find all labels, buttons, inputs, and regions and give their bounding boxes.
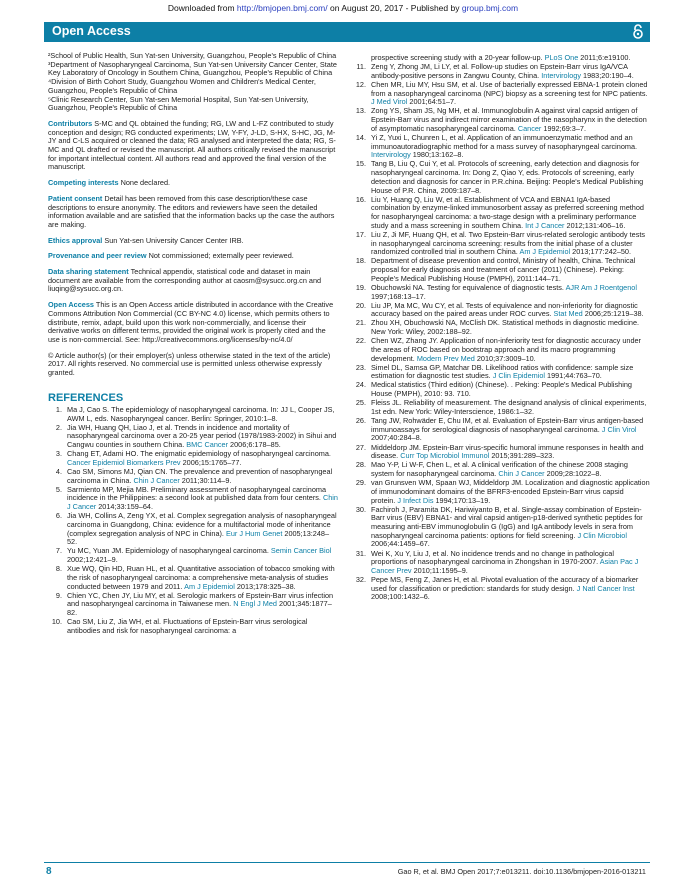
reference-list-left — [48, 406, 338, 636]
reference-text: Zeng Y, Zhong JM, Li LY, et al. Follow-up studies on Epstein-Barr virus IgA/VCA antibody-positive persons in Zangwu County, China. — [371, 62, 628, 80]
reference-item — [48, 468, 338, 485]
reference-item — [48, 592, 338, 618]
reference-item — [352, 319, 650, 336]
reference-number: 14. — [355, 132, 366, 142]
reference-number: 1. — [55, 404, 62, 414]
reference-item — [352, 302, 650, 319]
journal-link[interactable]: Intervirology — [371, 150, 411, 160]
reference-number: 30. — [355, 504, 366, 514]
journal-link[interactable]: J Clin Microbiol — [577, 530, 627, 540]
reference-number: 5. — [55, 484, 62, 494]
reference-text: Xue WQ, Qin HD, Ruan HL, et al. Quantitative association of tobacco smoking with the risk of nasopharyngeal carcinoma: a comprehensive meta-analysis of studies conducted between 1979 and 2011. — [67, 564, 335, 591]
section-text: S-MC and QL obtained the funding; RG, LW and L-FZ contributed to study conception and design; RG conducted experiments; LW, Y-FY, J-LD, S-HX, S-HC, JG, M-JY and C-LS acquired or cleaned the data; RG analysed and interpreted the data; RG, S-MC and QL drafted or revised the manuscript. All authors critically revised the manuscript for important intellectual content. All authors read and approved the final version of the manuscript. — [48, 118, 336, 172]
reference-item — [352, 479, 650, 505]
reference-number: 25. — [355, 398, 366, 408]
journal-link[interactable]: J Med Virol — [371, 97, 408, 107]
page-number: 8 — [46, 866, 52, 877]
reference-citation: 2015;391:289–323. — [489, 451, 555, 461]
declaration-section — [48, 268, 338, 294]
reference-item — [48, 618, 338, 635]
reference-text: Ma J, Cao S. The epidemiology of nasopharyngeal carcinoma. In: JJ L, Cooper JS, AWM L, eds. Nasopharyngeal cancer. Berlin: Springer, 2010:1–8. — [67, 404, 335, 423]
reference-text: Yu MC, Yuan JM. Epidemiology of nasopharyngeal carcinoma. — [67, 546, 271, 556]
declaration-section — [48, 179, 338, 188]
publisher-site-link[interactable]: group.bmj.com — [461, 3, 519, 13]
journal-link[interactable]: J Clin Virol — [601, 424, 637, 434]
reference-item — [352, 417, 650, 443]
reference-citation: 2001;345:1877–82. — [67, 599, 332, 618]
reference-citation: 2012;131:406–16. — [564, 220, 626, 230]
section-text: Technical appendix, statistical code and dataset in main document are available from the corresponding author at caosm@sysucc.org.cn and liuqing@sysucc.org.cn. — [48, 267, 322, 294]
reference-text: prospective screening study with a 20-year follow-up. — [371, 53, 545, 62]
journal-link[interactable]: Am J Epidemiol — [184, 581, 235, 591]
reference-item — [48, 486, 338, 512]
reference-number: 26. — [355, 416, 366, 426]
reference-citation: 2013;177:242–50. — [570, 247, 632, 257]
reference-text: Chen WZ, Zhang JY. Application of non-inferiority test for diagnostic accuracy under the areas of ROC based on bootstrap approach and its macro programming development. — [371, 336, 641, 363]
reference-text: Liu Z, Ji MF, Huang QH, et al. Two Epstein-Barr virus-related serologic antibody tests in nasopharyngeal carcinoma screening: results from the initial phase of a cluster randomized controlled trial in southern China. — [371, 229, 646, 257]
reference-number: 19. — [355, 282, 366, 292]
reference-citation: 1994;170:13–19. — [433, 495, 491, 505]
reference-citation: 2001;64:51–7. — [407, 97, 457, 107]
reference-item — [352, 63, 650, 80]
reference-number: 8. — [55, 564, 62, 574]
reference-text: Pepe MS, Feng Z, Janes H, et al. Pivotal evaluation of the accuracy of a biomarker used for classification or prediction: standards for study design. — [371, 575, 639, 593]
reference-text: Tang JW, Rohwäder E, Chu IM, et al. Evaluation of Epstein-Barr virus antigen-based immunoassays for serological diagnosis of nasopharyngeal carcinoma. — [371, 416, 644, 434]
reference-number: 27. — [355, 442, 366, 452]
left-column — [48, 52, 338, 636]
reference-item — [352, 81, 650, 107]
reference-number: 21. — [355, 318, 366, 328]
journal-link[interactable]: Chin J Cancer — [133, 475, 180, 485]
reference-citation: 2013;178:325–38. — [234, 581, 296, 591]
section-text: Sun Yat-sen University Cancer Center IRB. — [104, 235, 244, 245]
journal-link[interactable]: Curr Top Microbiol Immunol — [400, 451, 490, 461]
journal-link[interactable]: J Infect Dis — [397, 495, 434, 505]
reference-item — [352, 364, 650, 381]
reference-citation: 2006;15:1765–77. — [180, 457, 242, 467]
reference-text: Chang ET, Adami HO. The enigmatic epidemiology of nasopharyngeal carcinoma. — [67, 449, 331, 459]
journal-link[interactable]: Intervirology — [541, 70, 581, 80]
section-heading: Data sharing statement — [48, 267, 129, 277]
download-prefix: Downloaded from — [167, 3, 237, 13]
reference-text: Jia WH, Collins A, Zeng YX, et al. Complex segregation analysis of nasopharyngeal carcinoma in Guangdong, China: evidence for a multifactorial mode of inheritance (complex segregation analysis of NPC in China). — [67, 511, 337, 538]
reference-item — [352, 160, 650, 195]
reference-number: 32. — [355, 575, 366, 585]
reference-text: Middeldorp JM. Epstein-Barr virus-specific humoral immune responses in health and disease. — [371, 442, 644, 461]
journal-link[interactable]: Chin J Cancer — [67, 493, 338, 512]
reference-text: Wei K, Xu Y, Liu J, et al. No incidence trends and no change in pathological proportions of nasopharyngeal carcinoma in Zhongshan in 1970-2007. — [371, 548, 614, 567]
journal-link[interactable]: Stat Med — [553, 309, 583, 319]
reference-text: Liu JP, Ma MC, Wu CY, et al. Tests of equivalence and non-inferiority for diagnostic accuracy based on the paired areas under ROC curves. — [371, 300, 638, 319]
journal-link[interactable]: J Clin Epidemiol — [492, 371, 546, 381]
download-mid: on August 20, 2017 - Published by — [327, 3, 462, 13]
section-heading: Ethics approval — [48, 235, 103, 245]
reference-item — [352, 257, 650, 283]
reference-citation: 2002;12:421–9. — [67, 555, 118, 565]
declarations — [48, 120, 338, 378]
reference-item — [48, 424, 338, 450]
reference-item — [352, 231, 650, 257]
reference-citation: 2011;30:114–9. — [179, 475, 232, 485]
reference-citation: 1983;20:190–4. — [580, 70, 634, 80]
reference-citation: 2014;33:159–64. — [96, 502, 154, 512]
reference-text: Cao SM, Liu Z, Jia WH, et al. Fluctuations of Epstein-Barr virus serological antibodies and risk for nasopharyngeal carcinoma: a — [67, 617, 308, 635]
reference-number: 9. — [55, 590, 62, 600]
reference-number: 18. — [355, 256, 366, 266]
reference-item — [48, 512, 338, 547]
section-heading: Open Access — [48, 300, 94, 310]
reference-text: Mao Y-P, Li W-F, Chen L, et al. A clinical verification of the chinese 2008 staging system for nasopharyngeal carcinoma. — [371, 460, 628, 479]
section-heading: Contributors — [48, 118, 93, 128]
reference-number: 3. — [55, 449, 62, 459]
journal-link[interactable]: Cancer Epidemiol Biomarkers Prev — [67, 457, 181, 467]
reference-number: 28. — [355, 460, 366, 470]
reference-text: Liu Y, Huang Q, Liu W, et al. Establishment of VCA and EBNA1 IgA-based combination by enzyme-linked immunosorbent assay as preferred screening method for nasopharyngeal carcinoma: a two-stage design with a preliminary performance study and a mass screening in southern China. — [371, 194, 644, 230]
reference-item — [352, 461, 650, 478]
section-text: © Article author(s) (or their employer(s) unless otherwise stated in the text of the article) 2017. All rights reserved. No commercial use is permitted unless otherwise expressly granted. — [48, 350, 331, 378]
reference-item — [48, 450, 338, 467]
reference-text: Obuchowski NA. Testing for equivalence of diagnostic tests. — [371, 282, 566, 292]
reference-item — [352, 107, 650, 133]
reference-citation: 2006;6:178–85. — [228, 440, 281, 449]
journal-link[interactable]: Cancer — [517, 123, 542, 133]
reference-text: Jia WH, Huang QH, Liao J, et al. Trends in incidence and mortality of nasopharyngeal carcinoma over a 20-25 year period (1978/1983-2002) in Sihui and Cangwu counties in southern China. — [67, 422, 337, 449]
reference-citation: 2007;40:284–8. — [371, 433, 422, 443]
open-access-lock-icon — [632, 24, 644, 39]
reference-citation: 2010;37:3009–10. — [474, 353, 536, 363]
declaration-section — [48, 252, 338, 261]
reference-citation: 1997;168:13–17. — [371, 291, 426, 301]
journal-link[interactable]: N Engl J Med — [233, 599, 277, 609]
reference-text: Zong YS, Sham JS, Ng MH, et al. Immunoglobulin A against viral capsid antigen of Epstein-Barr virus and indirect mirror examination of the nasopharynx in the detection of asymptomatic nasopharyngeal carcinoma. — [371, 106, 647, 133]
declaration-section — [48, 195, 338, 230]
reference-item — [352, 444, 650, 461]
reference-text: Fleiss JL. Reliability of measurement. The designand analysis of clinical experiments, 1st edn. New York: Wiley-Interscience, 1986:1–32. — [371, 398, 647, 416]
reference-text: Simel DL, Samsa GP, Matchar DB. Likelihood ratios with confidence: sample size estimation for diagnostic test studies. — [371, 362, 634, 381]
section-text: Not commissioned; externally peer reviewed. — [148, 251, 294, 261]
declaration-section — [48, 237, 338, 246]
journal-link[interactable]: Int J Cancer — [525, 220, 565, 230]
reference-number: 2. — [55, 422, 62, 432]
open-access-banner — [44, 22, 650, 42]
reference-item — [352, 134, 650, 160]
journal-link[interactable]: BMC Cancer — [186, 440, 229, 449]
reference-number: 31. — [355, 548, 366, 558]
reference-item — [352, 506, 650, 550]
journal-link[interactable]: Chin J Cancer — [498, 469, 545, 479]
reference-number: 11. — [356, 62, 366, 72]
reference-citation: 2011;6:e19100. — [578, 53, 631, 62]
reference-citation: 2006;25:1219–38. — [582, 309, 644, 319]
reference-text: Chien YC, Chen JY, Liu MY, et al. Serologic markers of Epstein-Barr virus infection and nasopharyngeal carcinoma in Taiwanese men. — [67, 590, 334, 609]
journal-link[interactable]: AJR Am J Roentgenol — [565, 282, 637, 292]
reference-citation: 2009;28:1022–8. — [544, 469, 602, 479]
reference-number: 4. — [55, 466, 62, 476]
reference-item — [352, 550, 650, 576]
journal-link[interactable]: Am J Epidemiol — [519, 247, 571, 257]
reference-number: 17. — [355, 229, 366, 239]
reference-number: 16. — [355, 194, 366, 204]
reference-number: 12. — [355, 79, 366, 89]
affiliations — [48, 52, 338, 113]
section-heading: Competing interests — [48, 178, 119, 188]
reference-item — [352, 399, 650, 416]
reference-number: 23. — [355, 362, 366, 372]
reference-citation: 1991;44:763–70. — [545, 371, 602, 381]
footer-rule — [44, 862, 650, 863]
declaration-section — [48, 120, 338, 172]
reference-list-right — [352, 54, 650, 602]
reference-item — [352, 196, 650, 231]
reference-number: 6. — [55, 511, 62, 521]
journal-link[interactable]: Asian Pac J Cancer Prev — [371, 557, 639, 575]
reference-number: 10. — [51, 617, 62, 627]
reference-citation: 2008;100:1432–6. — [371, 592, 430, 602]
section-heading: Provenance and peer review — [48, 251, 147, 261]
reference-text: Medical statistics (Third edition) (Chinese). . Peking: People's Medical Publishing House (PMPH), 2010: 93. 710. — [371, 380, 632, 399]
reference-number: 7. — [55, 546, 62, 556]
affiliation: ⁵Clinic Research Center, Sun Yat-sen Memorial Hospital, Sun Yat-sen University, Guangzhou, People's Republic of China — [48, 94, 309, 113]
references-heading: REFERENCES — [48, 391, 124, 404]
reference-text: van Grunsven WM, Spaan WJ, Middeldorp JM. Localization and diagnostic application of immunodominant domains of the BFRF3-encoded Epstein-Barr virus capsid protein. — [371, 478, 650, 505]
reference-text: Sarmiento MP, Mejia MB. Preliminary assessment of nasopharyngeal carcinoma incidence in the Philippines: a second look at published data from four centers. — [67, 484, 327, 503]
reference-text: Chen MR, Liu MY, Hsu SM, et al. Use of bacterially expressed EBNA-1 protein cloned from a nasopharyngeal carcinoma (NPC) biopsy as a screening test for NPC patients. — [371, 79, 648, 98]
affiliation: ²School of Public Health, Sun Yat-sen University, Guangzhou, People's Republic of China — [48, 51, 337, 60]
journal-link[interactable]: Modern Prev Med — [416, 353, 475, 363]
section-text: None declared. — [120, 178, 171, 188]
journal-link[interactable]: Semin Cancer Biol — [270, 546, 332, 556]
journal-link[interactable]: J Natl Cancer Inst — [576, 583, 635, 593]
right-column — [352, 52, 650, 603]
section-heading: Patient consent — [48, 193, 103, 203]
affiliation: ⁴Division of Birth Cohort Study, Guangzhou Women and Children's Medical Center, Guangzhou, People's Republic of China — [48, 77, 316, 95]
journal-link[interactable]: Eur J Hum Genet — [225, 528, 283, 538]
reference-number: 13. — [355, 106, 366, 116]
reference-citation: 1992;69:3–7. — [541, 123, 586, 133]
download-notice — [0, 3, 686, 13]
reference-number: 24. — [355, 380, 366, 390]
reference-item — [352, 337, 650, 363]
reference-text: Cao SM, Simons MJ, Qian CN. The prevalence and prevention of nasopharyngeal carcinoma in China. — [67, 466, 333, 485]
reference-item — [352, 381, 650, 398]
reference-text: Zhou XH, Obuchowski NA, McClish DK. Statistical methods in diagnostic medicine. New York: Wiley, 2002:188–92. — [371, 318, 640, 337]
reference-item — [48, 565, 338, 591]
reference-number: 15. — [355, 159, 366, 169]
reference-text: Yi Z, Yuxi L, Chunren L, et al. Application of an immunoenzymatic method and an immunoautoradiographic method for a mass survey of nasopharyngeal carcinoma. — [371, 132, 638, 151]
section-text: This is an Open Access article distributed in accordance with the Creative Commons Attribution Non Commercial (CC BY-NC 4.0) license, which permits others to distribute, remix, adapt, build upon this work non-commercially, and license their derivative works on different terms, provided the original work is properly cited and the use is non-commercial. See: http://creativecommons.org/licenses/by-nc/4.0/ — [48, 300, 334, 344]
section-text: Detail has been removed from this case description/these case descriptions to ensure anonymity. The editors and reviewers have seen the detailed information available and are satisfied that the information backs up the case the authors are making. — [48, 193, 335, 229]
banner-title: Open Access — [52, 24, 131, 38]
reference-item — [352, 284, 650, 301]
affiliation: ³Department of Nasopharyngeal Carcinoma, Sun Yat-sen University Cancer Center, State Key Laboratory of Oncology in Southern China, Guangzhou, People's Republic of China — [48, 59, 337, 78]
declaration-section — [48, 352, 338, 378]
footer-citation: Gao R, et al. BMJ Open 2017;7:e013211. doi:10.1136/bmjopen-2016-013211 — [397, 867, 646, 876]
reference-citation: 2005;13:248–52. — [67, 528, 330, 547]
download-url-link[interactable]: http://bmjopen.bmj.com/ — [236, 3, 328, 13]
reference-citation: 2006;44:1459–67. — [371, 539, 430, 549]
reference-text: Fachiroh J, Paramita DK, Hariwiyanto B, et al. Single-assay combination of Epstein-Barr virus (EBV) EBNA1- and viral capsid antigen-p18-derived synthetic peptides for measuring anti-EBV immunoglobulin G (IgG) and IgA antibody levels in sera from nasopharyngeal carcinoma patients: options for field screening. — [371, 504, 643, 540]
reference-text: Tang B, Liu Q, Cui Y, et al. Protocols of screening, early detection and diagnosis for nasopharyngeal carcinoma. In: Dong Z, Qiao Y, eds. Protocols of screening, early detection and diagnosis for cancer in P.R.china. Beijing: People's Medical Publishing House of P.R. China, 2009:187–8. — [371, 159, 644, 195]
declaration-section — [48, 301, 338, 345]
reference-citation: 1980;13:162–8. — [410, 150, 464, 160]
reference-item — [48, 406, 338, 423]
reference-item — [48, 547, 338, 564]
reference-text: Department of disease prevention and control, Ministry of health, China. Technical proposal for early diagnosis and treatment of cancer (2011) (Chinese). Peking: People's Medical Publishing House (PMPH), 2011:144–71. — [371, 256, 636, 283]
reference-number: 22. — [355, 336, 366, 346]
reference-number: 29. — [355, 478, 366, 488]
journal-link[interactable]: PLoS One — [544, 53, 579, 62]
reference-number: 20. — [355, 300, 366, 310]
reference-citation: 2010;11:1595–9. — [411, 565, 468, 575]
reference-item — [352, 576, 650, 602]
